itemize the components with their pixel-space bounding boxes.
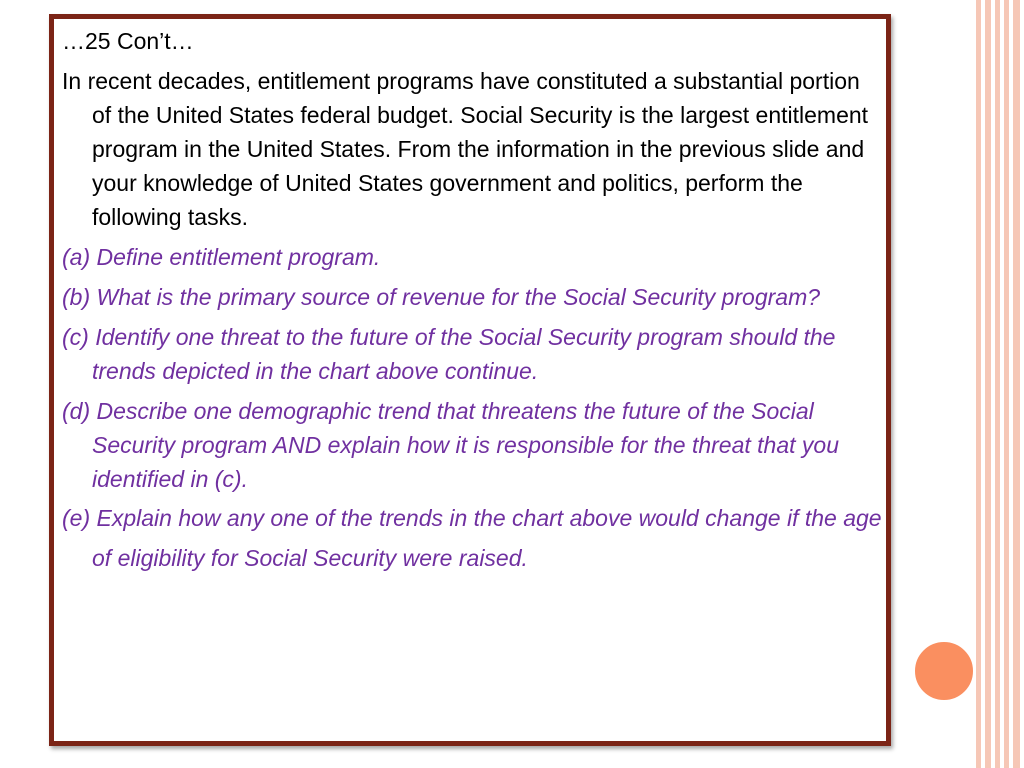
stripe — [995, 0, 1000, 768]
stripe — [985, 0, 990, 768]
decorative-circle — [913, 640, 975, 702]
question-e: (e) Explain how any one of the trends in the chart above would change if the age of eligibility for Social Security were raised. — [62, 505, 882, 571]
stripe — [1004, 0, 1009, 768]
slide-content — [62, 26, 884, 584]
question-d: (d) Describe one demographic trend that threatens the future of the Social Security program AND explain how it is responsible for the threat that you identified in (c). — [62, 398, 840, 492]
question-a: (a) Define entitlement program. — [62, 244, 381, 270]
stripe — [976, 0, 981, 768]
question-c: (c) Identify one threat to the future of the Social Security program should the trends depicted in the chart above continue. — [62, 324, 836, 384]
intro-paragraph: In recent decades, entitlement programs have constituted a substantial portion of the United States federal budget. Social Security is the largest entitlement program in the United States. From the information in the previous slide and your knowledge of United States government and politics, perform the following tasks. — [62, 68, 869, 230]
decorative-stripes — [976, 0, 1024, 768]
question-b: (b) What is the primary source of revenue for the Social Security program? — [62, 284, 821, 310]
slide-title: …25 Con’t… — [62, 28, 194, 54]
stripe — [1013, 0, 1020, 768]
